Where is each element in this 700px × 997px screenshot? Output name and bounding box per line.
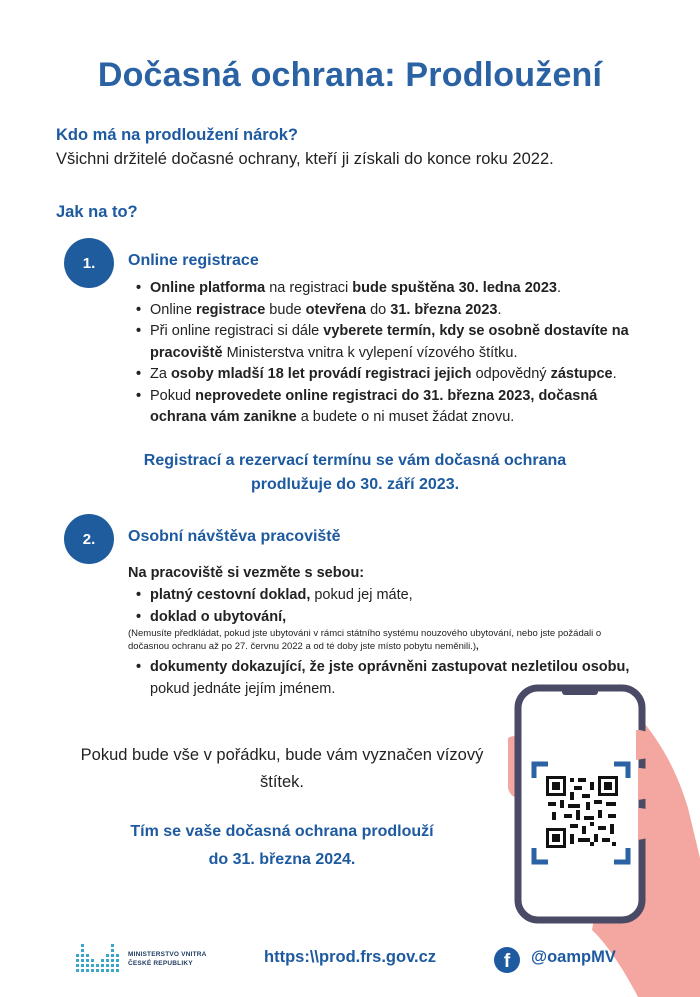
callout-line-2: prodlužuje do 30. září 2023.: [250, 476, 460, 493]
website-link[interactable]: https:\\prod.frs.gov.cz: [264, 948, 437, 966]
outcome-text: Pokud bude vše v pořádku, bude vám vyznačen vízový štítek.: [80, 746, 484, 791]
logo-line-2: ČESKÉ REPUBLIKY: [128, 960, 193, 967]
accommodation-note-text: (Nemusíte předkládat, pokud jste ubytováni v rámci státního systému nouzového ubytování, nebo jste požádali o dočasnou ochranu až po 27. červnu 2022 a od té doby jste místo pobytu neměnili.): [128, 628, 602, 652]
step-1-bullet: • Za osoby mladší 18 let provádí registraci jejich odpovědný zástupce.: [134, 364, 634, 386]
bring-bullets: [134, 585, 634, 628]
how-heading: Jak na to?: [56, 203, 138, 221]
step-1-bullet: • Online registrace bude otevřena do 31. března 2023.: [134, 300, 634, 322]
facebook-icon[interactable]: [494, 947, 520, 973]
final-line-1: Tím se vaše dočasná ochrana prodlouží: [130, 823, 434, 840]
accommodation-note: [128, 627, 628, 653]
step-1-bullets: [134, 278, 634, 429]
final-statement: [72, 818, 492, 874]
facebook-handle[interactable]: @oampMV: [531, 948, 616, 966]
accommodation-note-suffix: ,: [476, 641, 479, 652]
eligibility-answer: Všichni držitelé dočasné ochrany, kteří ji získali do konce roku 2022.: [56, 150, 554, 168]
bring-bullet: • doklad o ubytování,: [134, 607, 634, 629]
ministry-logo-text: [128, 950, 207, 968]
ministry-logo-icon: [76, 940, 124, 976]
bring-bullet: • platný cestovní doklad, pokud jej máte,: [134, 585, 634, 607]
bring-heading: Na pracoviště si vezměte s sebou:: [128, 565, 365, 581]
step-1-badge: 1.: [64, 238, 114, 288]
step-1-callout: [120, 449, 590, 497]
qr-code: [546, 776, 618, 848]
bring-bullet: • dokumenty dokazující, že jste oprávněni zastupovat nezletilou osobu, pokud jednáte jejím jménem.: [134, 657, 634, 700]
step-1-bullet: • Online platforma na registraci bude spuštěna 30. ledna 2023.: [134, 278, 634, 300]
facebook-glyph: f: [503, 951, 511, 972]
callout-line-1: Registrací a rezervací termínu se vám dočasná ochrana: [143, 452, 567, 469]
step-1-bullet: • Při online registraci si dále vyberete termín, kdy se osobně dostavíte na pracoviště Ministerstva vnitra k vylepení vízového štítku.: [134, 321, 634, 364]
step-2-badge: 2.: [64, 514, 114, 564]
page-title: Dočasná ochrana: Prodloužení: [97, 56, 603, 94]
phone-notch: [562, 688, 598, 695]
step-1-bullet: • Pokud neprovedete online registraci do 31. března 2023, dočasná ochrana vám zanikne a budete o ni muset žádat znovu.: [134, 386, 634, 429]
step-1-title: Online registrace: [128, 252, 259, 269]
eligibility-question: Kdo má na prodloužení nárok?: [56, 126, 299, 144]
logo-line-1: MINISTERSTVO VNITRA: [128, 951, 207, 958]
step-2-title: Osobní návštěva pracoviště: [128, 528, 341, 545]
final-line-2: do 31. března 2024.: [208, 851, 356, 868]
